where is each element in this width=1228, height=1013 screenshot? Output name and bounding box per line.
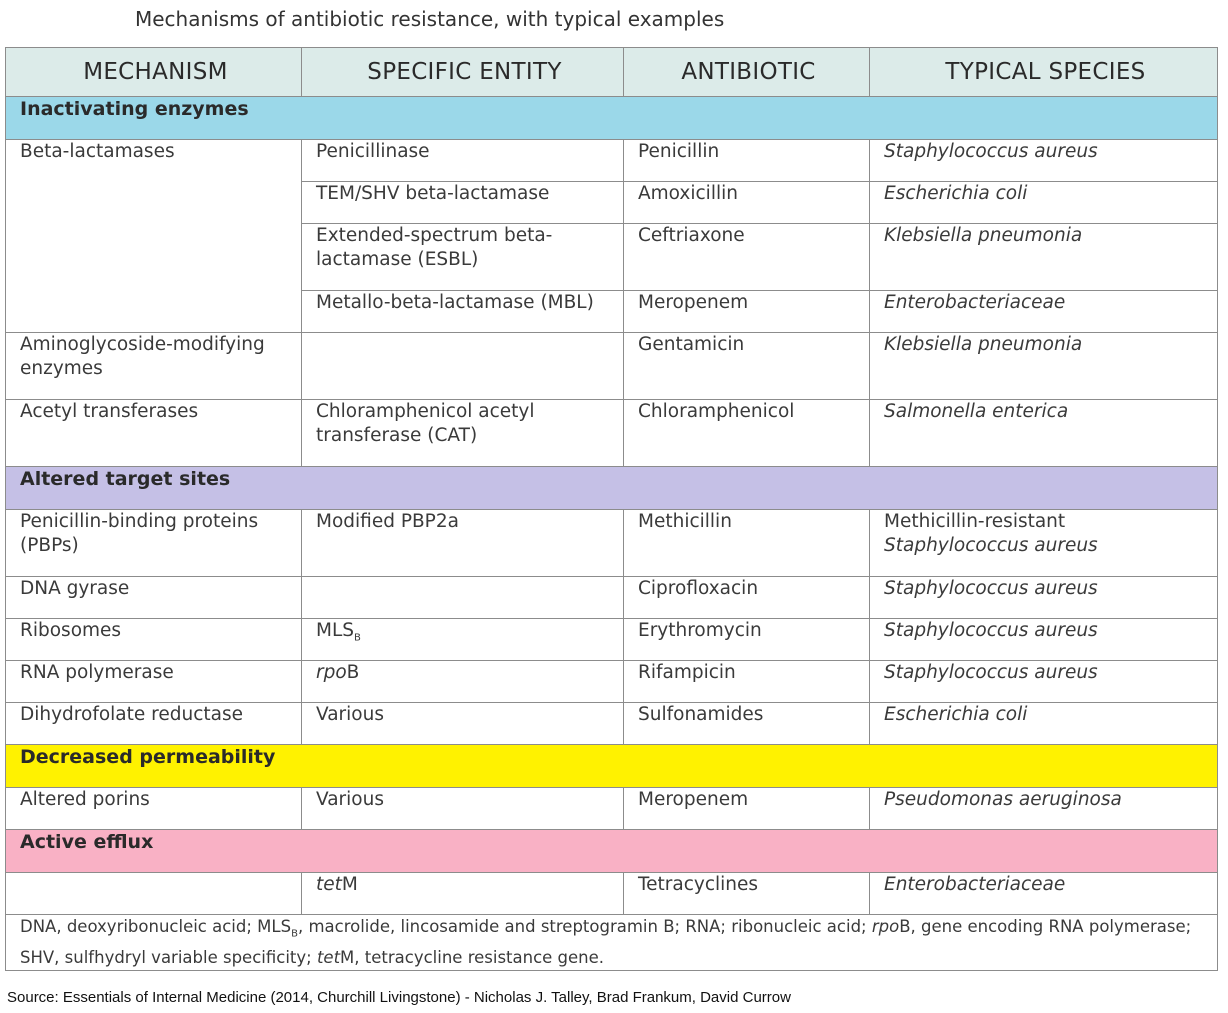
section-title: Altered target sites [6, 467, 1218, 510]
entity-gene-italic: tet [316, 874, 342, 895]
header-typical-species: TYPICAL SPECIES [870, 48, 1218, 97]
footnote [6, 915, 1218, 971]
footnote-italic: tet [316, 948, 341, 968]
entity-cell: Chloramphenicol acetyl transferase (CAT) [302, 400, 624, 467]
entity-cell: Various [302, 788, 624, 830]
species-cell: Staphylococcus aureus [870, 140, 1218, 182]
header-row [6, 48, 1218, 97]
section-title: Active efflux [6, 830, 1218, 873]
header-mechanism: MECHANISM [6, 48, 302, 97]
entity-cell: Penicillinase [302, 140, 624, 182]
header-antibiotic: ANTIBIOTIC [624, 48, 870, 97]
entity-cell: Modified PBP2a [302, 510, 624, 577]
section-title: Inactivating enzymes [6, 97, 1218, 140]
header-specific-entity: SPECIFIC ENTITY [302, 48, 624, 97]
entity-gene-italic: rpo [316, 662, 347, 683]
footnote-row [6, 915, 1218, 971]
species-cell: Staphylococcus aureus [870, 619, 1218, 661]
species-cell: Klebsiella pneumonia [870, 224, 1218, 291]
antibiotic-cell: Erythromycin [624, 619, 870, 661]
table-row [6, 788, 1218, 830]
mechanism-cell: Aminoglycoside-modifying enzymes [6, 333, 302, 400]
antibiotic-cell: Meropenem [624, 291, 870, 333]
species-cell [870, 510, 1218, 577]
entity-gene-suffix: B [346, 662, 360, 683]
mechanism-cell [6, 873, 302, 915]
species-prefix: Methicillin-resistant [884, 511, 1066, 532]
entity-gene-suffix: M [341, 874, 358, 895]
table-row [6, 400, 1218, 467]
mechanism-cell: Acetyl transferases [6, 400, 302, 467]
entity-text: MLS [316, 620, 355, 641]
entity-cell: TEM/SHV beta-lactamase [302, 182, 624, 224]
section-header-inactivating-enzymes [6, 97, 1218, 140]
species-name: Staphylococcus aureus [884, 535, 1098, 556]
mechanism-cell: Penicillin-binding proteins (PBPs) [6, 510, 302, 577]
entity-cell [302, 619, 624, 661]
footnote-text: DNA, deoxyribonucleic acid; MLS [20, 917, 292, 936]
antibiotic-cell: Chloramphenicol [624, 400, 870, 467]
species-cell: Enterobacteriaceae [870, 291, 1218, 333]
footnote-italic: rpo [871, 917, 900, 936]
source-citation: Source: Essentials of Internal Medicine (2014, Churchill Livingstone) - Nicholas J. Talley, Brad Frankum, David Currow [7, 989, 791, 1006]
species-cell: Staphylococcus aureus [870, 661, 1218, 703]
species-cell: Staphylococcus aureus [870, 577, 1218, 619]
footnote-subscript: B [291, 928, 298, 940]
section-header-decreased-permeability [6, 745, 1218, 788]
antibiotic-cell: Ciprofloxacin [624, 577, 870, 619]
mechanism-cell: Dihydrofolate reductase [6, 703, 302, 745]
table-row [6, 619, 1218, 661]
table-row [6, 661, 1218, 703]
mechanism-cell: Altered porins [6, 788, 302, 830]
antibiotic-cell: Rifampicin [624, 661, 870, 703]
footnote-text: B, gene encoding RNA polymerase; SHV, sulfhydryl variable specificity; [20, 917, 1192, 968]
species-cell: Enterobacteriaceae [870, 873, 1218, 915]
species-cell: Escherichia coli [870, 703, 1218, 745]
species-cell: Salmonella enterica [870, 400, 1218, 467]
antibiotic-cell: Gentamicin [624, 333, 870, 400]
mechanism-cell: RNA polymerase [6, 661, 302, 703]
antibiotic-cell: Penicillin [624, 140, 870, 182]
footnote-text: , macrolide, lincosamide and streptogramin B; RNA; ribonucleic acid; [297, 917, 872, 936]
antibiotic-cell: Meropenem [624, 788, 870, 830]
section-title: Decreased permeability [6, 745, 1218, 788]
table-row [6, 140, 1218, 182]
antibiotic-cell: Ceftriaxone [624, 224, 870, 291]
entity-cell: Extended-spectrum beta-lactamase (ESBL) [302, 224, 624, 291]
entity-subscript: B [354, 632, 361, 644]
species-cell: Klebsiella pneumonia [870, 333, 1218, 400]
entity-cell [302, 661, 624, 703]
table-row [6, 703, 1218, 745]
entity-cell [302, 873, 624, 915]
antibiotic-cell: Methicillin [624, 510, 870, 577]
table-row [6, 873, 1218, 915]
antibiotic-cell: Amoxicillin [624, 182, 870, 224]
entity-cell [302, 577, 624, 619]
footnote-text: M, tetracycline resistance gene. [340, 948, 605, 968]
resistance-table [5, 47, 1218, 971]
antibiotic-cell: Sulfonamides [624, 703, 870, 745]
entity-cell: Various [302, 703, 624, 745]
entity-cell: Metallo-beta-lactamase (MBL) [302, 291, 624, 333]
table-caption: Mechanisms of antibiotic resistance, with typical examples [135, 7, 725, 31]
antibiotic-cell: Tetracyclines [624, 873, 870, 915]
table-row [6, 510, 1218, 577]
section-header-active-efflux [6, 830, 1218, 873]
mechanism-cell: Ribosomes [6, 619, 302, 661]
species-cell: Pseudomonas aeruginosa [870, 788, 1218, 830]
table-row [6, 577, 1218, 619]
mechanism-cell: DNA gyrase [6, 577, 302, 619]
table-row [6, 333, 1218, 400]
section-header-altered-target-sites [6, 467, 1218, 510]
species-cell: Escherichia coli [870, 182, 1218, 224]
mechanism-cell: Beta-lactamases [6, 140, 302, 333]
entity-cell [302, 333, 624, 400]
